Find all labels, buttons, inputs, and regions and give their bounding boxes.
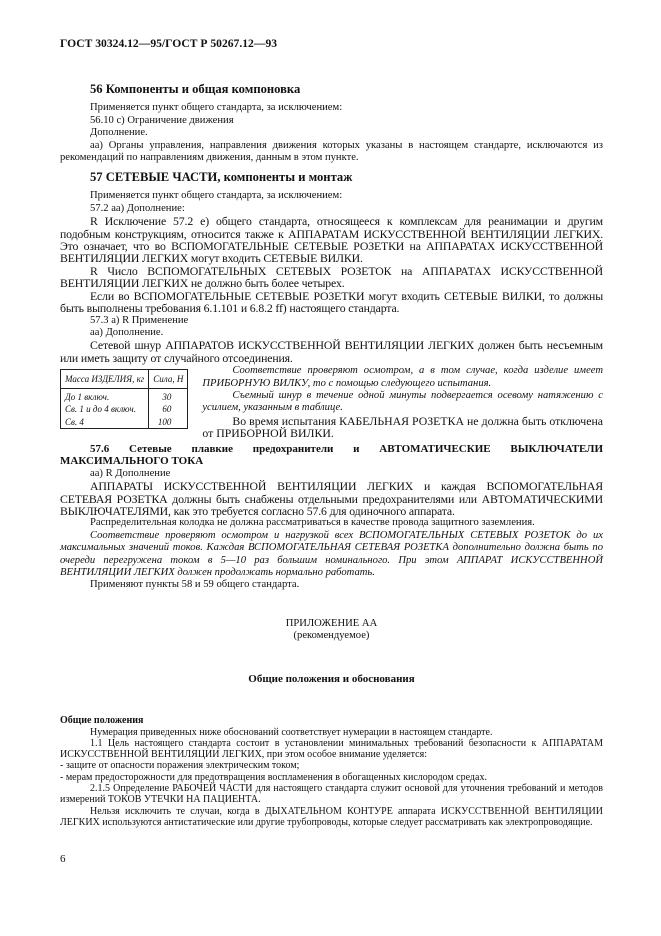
paragraph: аа) R Дополнение — [90, 467, 171, 479]
appendix-subtitle: Общие положения — [60, 715, 144, 727]
table-header-mass: Масса ИЗДЕЛИЯ, кг — [61, 370, 149, 389]
table-cell-mass: До 1 включ. — [61, 389, 149, 404]
running-header: ГОСТ 30324.12—95/ГОСТ Р 50267.12—93 — [60, 37, 278, 50]
paragraph: R Число ВСПОМОГАТЕЛЬНЫХ СЕТЕВЫХ РОЗЕТОК на АППАРАТАХ ИСКУССТВЕННОЙ ВЕНТИЛЯЦИИ ЛЕГКИХ не должно быть более четырех. — [60, 263, 603, 291]
paragraph: Соответствие проверяют осмотром и нагрузкой всех ВСПОМОГАТЕЛЬНЫХ СЕТЕВЫХ РОЗЕТОК до их максимальных значений токов. Каждая ВСПОМОГАТЕЛЬНАЯ СЕТЕВАЯ РОЗЕТКА дополнительно должна быть по очереди перегружена током в 5—10 раз большим номинального. При этом АППАРАТ ИСКУССТВЕННОЙ ВЕНТИЛЯЦИИ ЛЕГКИХ должен продолжать нормально работать. — [60, 529, 603, 578]
paragraph: Нельзя исключить те случаи, когда в ДЫХАТЕЛЬНОМ КОНТУРЕ аппарата ИСКУССТВЕННОЙ ВЕНТИЛЯЦИИ ЛЕГКИХ используются антистатические или другие трубопроводы, которые следует рассматривать как электропроводящие. — [60, 805, 603, 828]
paragraph: Распределительная колодка не должна рассматриваться в качестве провода защитного заземления. — [90, 517, 535, 529]
paragraph: 57.3 а) R Применение — [90, 314, 189, 326]
table-cell-force: 60 — [162, 404, 172, 415]
test-paragraph: Съемный шнур в течение одной минуты подвергается осевому натяжению с усилием, указанным в таблице. — [202, 389, 603, 414]
force-table — [60, 369, 188, 429]
paragraph: Дополнение. — [90, 127, 148, 139]
paragraph: Применяется пункт общего стандарта, за исключением: — [90, 102, 343, 114]
test-paragraph: Соответствие проверяют осмотром, а в том случае, когда изделие имеет ПРИБОРНУЮ ВИЛКУ, то с помощью следующего испытания. — [202, 365, 603, 389]
table-cell-force: 30 — [162, 392, 172, 403]
paragraph: аа) Органы управления, направления движения которых указаны в настоящем стандарте, исключаются из рекомендаций по направлениям движения, данным в этом пункте. — [60, 139, 603, 164]
section-56-title: 56 Компоненты и общая компоновка — [90, 82, 301, 97]
appendix-body — [60, 715, 603, 828]
appendix-label: ПРИЛОЖЕНИЕ АА — [285, 617, 378, 629]
table-cell-mass: Св. 4 — [61, 416, 149, 429]
paragraph: аа) Дополнение. — [90, 326, 164, 338]
table-row — [61, 403, 188, 415]
paragraph: - мерам предосторожности для предотвращения воспламенения в обогащенных кислородом средах. — [60, 771, 487, 783]
table-cell-force: 100 — [157, 416, 172, 427]
section-57-6-title: 57.6 Сетевые плавкие предохранители и АВТОМАТИЧЕСКИЕ ВЫКЛЮЧАТЕЛИ МАКСИМАЛЬНОГО ТОКА — [60, 442, 603, 468]
paragraph: АППАРАТЫ ИСКУССТВЕННОЙ ВЕНТИЛЯЦИИ ЛЕГКИХ и каждая ВСПОМОГАТЕЛЬНАЯ СЕТЕВАЯ РОЗЕТКА должны быть снабжены отдельными предохранителями или АВТОМАТИЧЕСКИМИ ВЫКЛЮЧАТЕЛЯМИ, как это требуется согласно 57.6 для одиночного аппарата. — [60, 479, 603, 518]
page-number: 6 — [60, 853, 66, 865]
appendix-note: (рекомендуемое) — [293, 630, 370, 642]
table-row — [61, 389, 188, 404]
paragraph: 56.10 с) Ограничение движения — [90, 114, 234, 126]
test-paragraph: Во время испытания КАБЕЛЬНАЯ РОЗЕТКА не должна быть отключена от ПРИБОРНОЙ ВИЛКИ. — [202, 413, 603, 440]
table-cell-mass: Св. 1 и до 4 включ. — [61, 403, 149, 415]
table-row — [61, 416, 188, 429]
paragraph: Сетевой шнур АППАРАТОВ ИСКУССТВЕННОЙ ВЕНТИЛЯЦИИ ЛЕГКИХ должен быть несъемным или иметь защиту от случайного отсоединения. — [60, 338, 603, 365]
paragraph: Применяют пункты 58 и 59 общего стандарта. — [90, 579, 300, 591]
paragraph: - защите от опасности поражения электрическим током; — [60, 760, 300, 772]
appendix-title: Общие положения и обоснования — [248, 672, 415, 685]
force-table-block — [60, 365, 603, 439]
paragraph: R Исключение 57.2 е) общего стандарта, относящееся к комплексам для реанимации и другим подобным конструкциям, относится также к АППАРАТАМ ИСКУССТВЕННОЙ ВЕНТИЛЯЦИИ ЛЕГКИХ. Это означает, что во ВСПОМОГАТЕЛЬНЫЕ СЕТЕВЫЕ РОЗЕТКИ на АППАРАТАХ ИСКУССТВЕННОЙ ВЕНТИЛЯЦИИ ЛЕГКИХ могут входить СЕТЕВЫЕ ВИЛКИ. — [60, 214, 603, 266]
paragraph: 2.1.5 Определение РАБОЧЕЙ ЧАСТИ для настоящего стандарта служит основой для уточнения требований и методов измерений ТОКОВ УТЕЧКИ НА ПАЦИЕНТА. — [60, 783, 603, 806]
table-header-force: Сила, Н — [149, 370, 188, 389]
paragraph: Если во ВСПОМОГАТЕЛЬНЫЕ СЕТЕВЫЕ РОЗЕТКИ могут входить СЕТЕВЫЕ ВИЛКИ, то должны быть выполнены требования 6.1.101 и 6.8.2 ff) настоящего стандарта. — [60, 288, 603, 316]
paragraph: 57.2 аа) Дополнение: — [90, 202, 185, 214]
paragraph: Нумерация приведенных ниже обоснований соответствует нумерации в настоящем стандарте. — [90, 726, 493, 738]
section-57-title: 57 СЕТЕВЫЕ ЧАСТИ, компоненты и монтаж — [90, 170, 353, 185]
appendix-heading — [60, 618, 603, 643]
paragraph: 1.1 Цель настоящего стандарта состоит в установлении минимальных требований безопасности к АППАРАТАМ ИСКУССТВЕННОЙ ВЕНТИЛЯЦИИ ЛЕГКИХ, при этом особое внимание уделяется: — [60, 737, 603, 761]
paragraph: Применяется пункт общего стандарта, за исключением: — [90, 190, 343, 202]
